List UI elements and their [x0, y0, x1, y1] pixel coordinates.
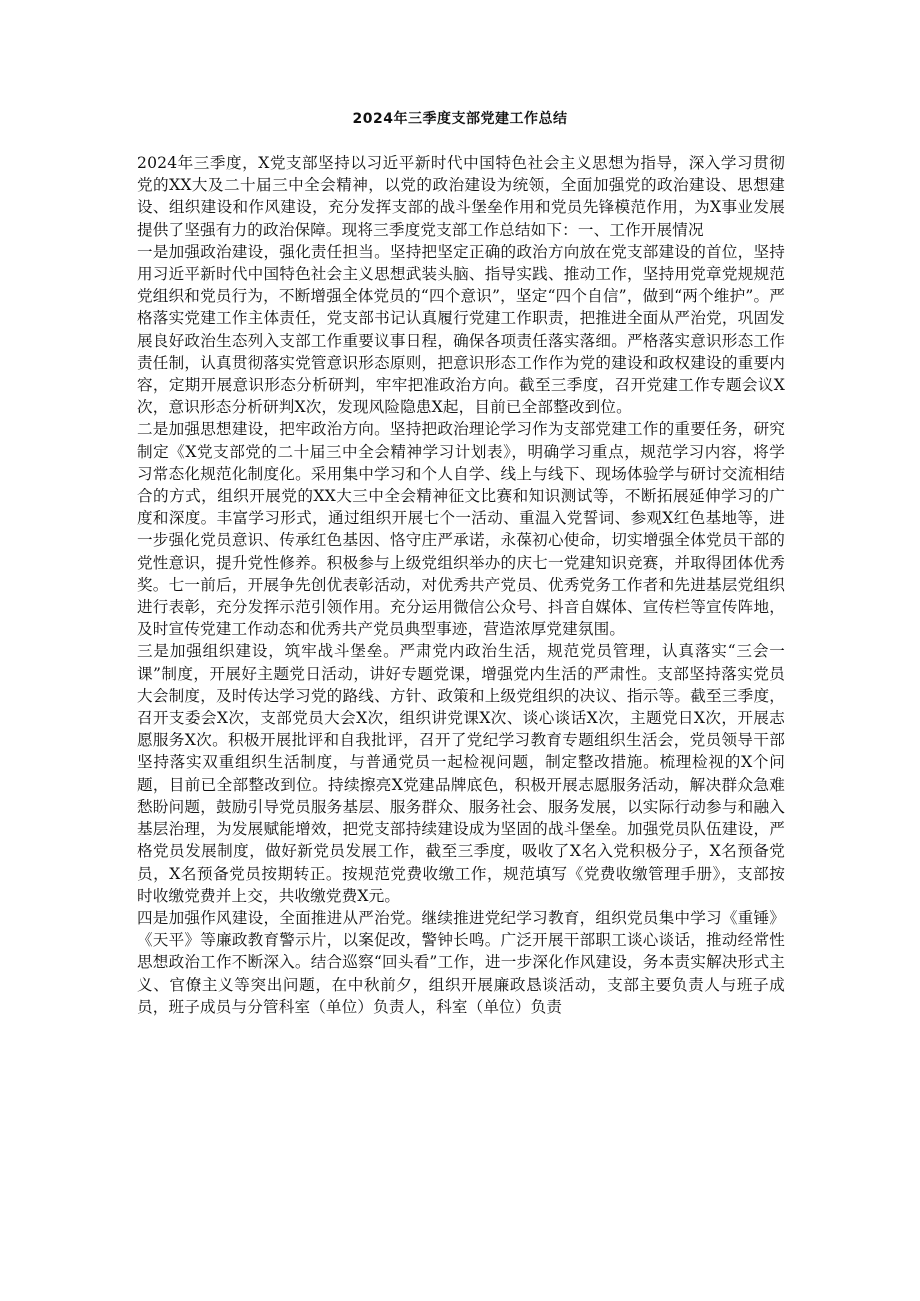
paragraph-organizational-building: 三是加强组织建设，筑牢战斗堡垒。严肃党内政治生活，规范党员管理，认真落实“三会一课”制度，开展好主题党日活动，讲好专题党课，增强党内生活的严肃性。支部坚持落实党员大会制度，及时传达学习党的路线、方针、政策和上级党组织的决议、指示等。截至三季度，召开支委会X次，支部党员大会X次，组织讲党课X次、谈心谈话X次，主题党日X次，开展志愿服务X次。积极开展批评和自我批评，召开了党纪学习教育专题组织生活会，党员领导干部坚持落实双重组织生活制度，与普通党员一起检视问题，制定整改措施。梳理检视的X个问题，目前已全部整改到位。持续擦亮X党建品牌底色，积极开展志愿服务活动，解决群众急难愁盼问题，鼓励引导党员服务基层、服务群众、服务社会、服务发展，以实际行动参与和融入基层治理，为发展赋能增效，把党支部持续建设成为坚固的战斗堡垒。加强党员队伍建设，严格党员发展制度，做好新党员发展工作，截至三季度，吸收了X名入党积极分子，X名预备党员，X名预备党员按期转正。按规范党费收缴工作，规范填写《党费收缴管理手册》，支部按时收缴党费并上交，共收缴党费X元。 — [137, 642, 785, 905]
paragraph-intro: 2024年三季度，X党支部坚持以习近平新时代中国特色社会主义思想为指导，深入学习贯彻党的XX大及二十届三中全会精神，以党的政治建设为统领，全面加强党的政治建设、思想建设、组织建设和作风建设，充分发挥支部的战斗堡垒作用和党员先锋模范作用，为X事业发展提供了坚强有力的政治保障。现将三季度党支部工作总结如下：一、工作开展情况 — [137, 154, 785, 239]
document-title: 2024年三季度支部党建工作总结 — [352, 111, 568, 127]
paragraph-political-building: 一是加强政治建设，强化责任担当。坚持把坚定正确的政治方向放在党支部建设的首位，坚持用习近平新时代中国特色社会主义思想武装头脑、指导实践、推动工作，坚持用党章党规规范党组织和党员行为，不断增强全体党员的“四个意识”，坚定“四个自信”，做到“两个维护”。严格落实党建工作主体责任，党支部书记认真履行党建工作职责，把推进全面从严治党，巩固发展良好政治生态列入支部工作重要议事日程，确保各项责任落实落细。严格落实意识形态工作责任制，认真贯彻落实党管意识形态原则，把意识形态工作作为党的建设和政权建设的重要内容，定期开展意识形态分析研判，牢牢把准政治方向。截至三季度，召开党建工作专题会议X次，意识形态分析研判X次，发现风险隐患X起，目前已全部整改到位。 — [137, 242, 785, 417]
paragraph-work-style-building: 四是加强作风建设，全面推进从严治党。继续推进党纪学习教育，组织党员集中学习《重锤》《天平》等廉政教育警示片，以案促改，警钟长鸣。广泛开展干部职工谈心谈话，推动经常性思想政治工作不断深入。结合巡察“回头看”工作，进一步深化作风建设，务本责实解决形式主义、官僚主义等突出问题，在中秋前夕，组织开展廉政恳谈活动，支部主要负责人与班子成员，班子成员与分管科室（单位）负责人，科室（单位）负责 — [137, 908, 785, 1016]
document-body — [137, 152, 785, 1018]
paragraph-ideological-building: 二是加强思想建设，把牢政治方向。坚持把政治理论学习作为支部党建工作的重要任务，研究制定《X党支部党的二十届三中全会精神学习计划表》，明确学习重点，规范学习内容，将学习常态化规范化制度化。采用集中学习和个人自学、线上与线下、现场体验学与研讨交流相结合的方式，组织开展党的XX大三中全会精神征文比赛和知识测试等，不断拓展延伸学习的广度和深度。丰富学习形式，通过组织开展七个一活动、重温入党誓词、参观X红色基地等，进一步强化党员意识、传承红色基因、恪守庄严承诺，永葆初心使命，切实增强全体党员干部的党性意识，提升党性修养。积极参与上级党组织举办的庆七一党建知识竞赛，并取得团体优秀奖。七一前后，开展争先创优表彰活动，对优秀共产党员、优秀党务工作者和先进基层党组织进行表彰，充分发挥示范引领作用。充分运用微信公众号、抖音自媒体、宣传栏等宣传阵地，及时宣传党建工作动态和优秀共产党员典型事迹，营造浓厚党建氛围。 — [137, 420, 785, 639]
